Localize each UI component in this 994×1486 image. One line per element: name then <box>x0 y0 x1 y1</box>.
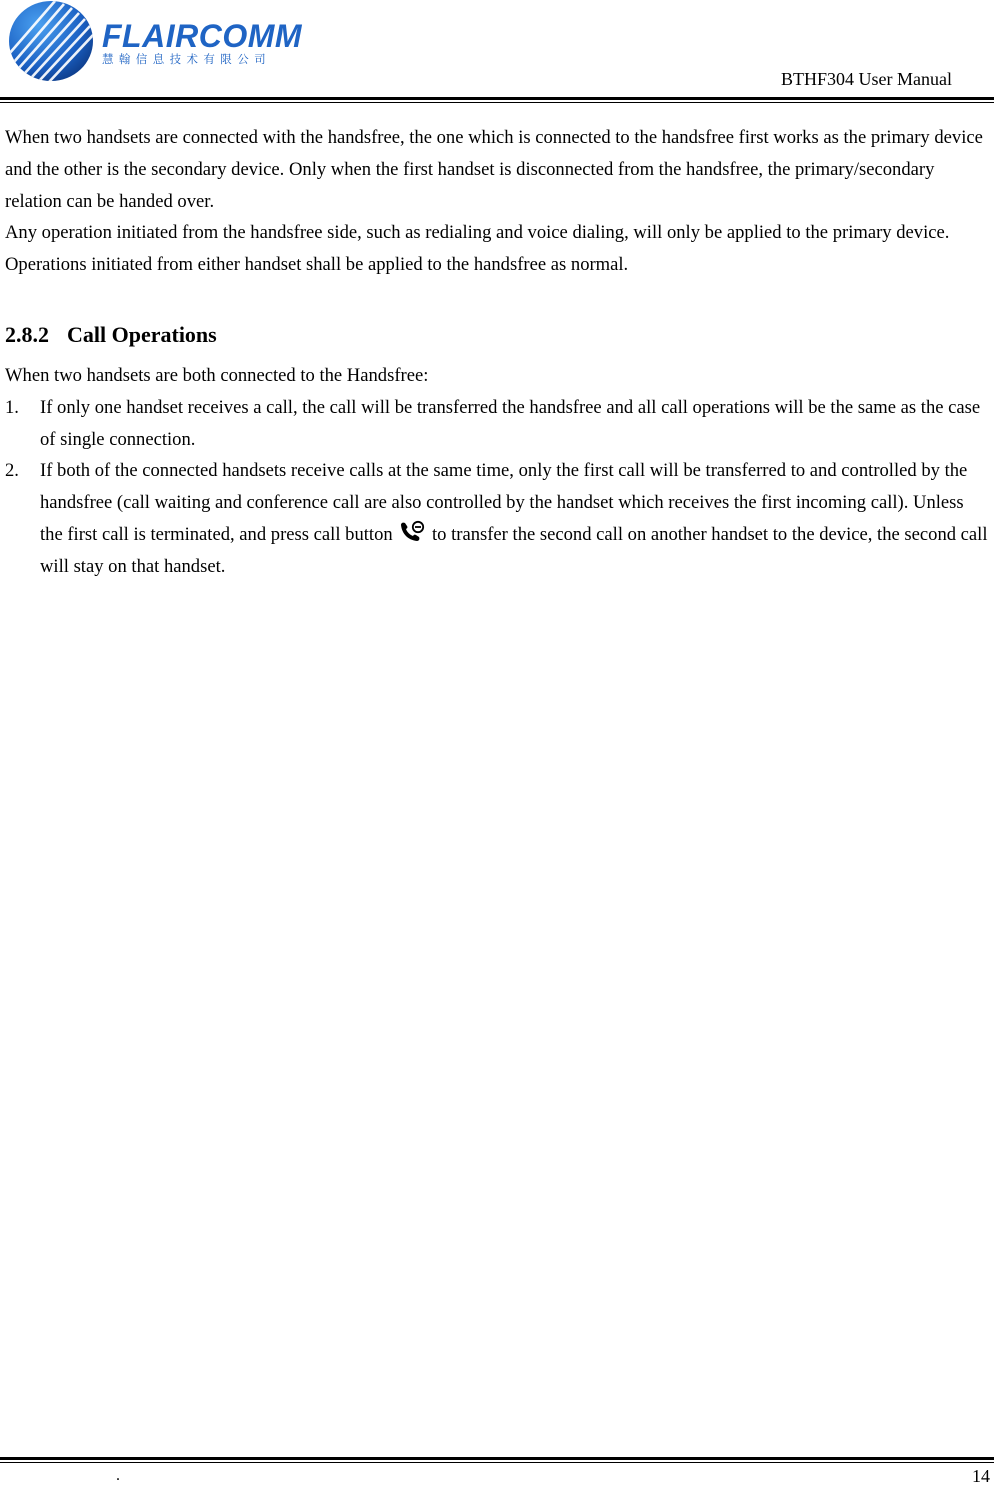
footer-dot: . <box>116 1467 120 1484</box>
intro-paragraph: Operations initiated from either handset shall be applied to the handsfree as normal. <box>5 254 629 276</box>
header-rule <box>0 97 994 103</box>
company-logo <box>6 0 306 84</box>
intro-paragraph: Any operation initiated from the handsfree side, such as redialing and voice dialing, will only be applied to the primary device. <box>5 222 950 244</box>
list-marker: 1. <box>5 396 19 418</box>
call-button-icon <box>399 520 425 542</box>
list-item-text: If only one handset receives a call, the call will be transferred the handsfree and all call operations will be the same as the case of single connection. <box>40 396 981 450</box>
logo-name: FLAIRCOMM <box>102 18 303 54</box>
section-number: 2.8.2 <box>5 321 49 347</box>
list-item-text: to transfer the second call on another handset to the device, the second call will stay on that handset. <box>40 523 988 577</box>
list-item-text: If both of the connected handsets receive calls at the same time, only the first call will be transferred to and controlled by the handsfree (call waiting and conference call are also controlled by the handset which receives the first incoming call). Unless the first call is terminated, and press call button <box>40 460 968 545</box>
list-item <box>5 392 990 456</box>
footer-rule <box>0 1457 994 1463</box>
page-number: 14 <box>972 1466 990 1486</box>
section-title: Call Operations <box>67 321 217 347</box>
logo-subtitle: 慧翰信息技术有限公司 <box>102 52 271 66</box>
section-heading <box>5 322 990 348</box>
list-lead: When two handsets are both connected to the Handsfree: <box>5 364 429 386</box>
page-body <box>5 122 990 583</box>
document-title: BTHF304 User Manual <box>781 69 952 89</box>
flaircomm-globe-logo-icon <box>6 0 96 84</box>
intro-paragraph: When two handsets are connected with the handsfree, the one which is connected to the handsfree first works as the primary device and the other is the secondary device. Only when the first handset is disconnected from the handsfree, the primary/secondary relation can be handed over. <box>5 127 983 212</box>
steps-list <box>5 392 990 583</box>
list-marker: 2. <box>5 460 19 482</box>
list-item <box>5 455 990 582</box>
